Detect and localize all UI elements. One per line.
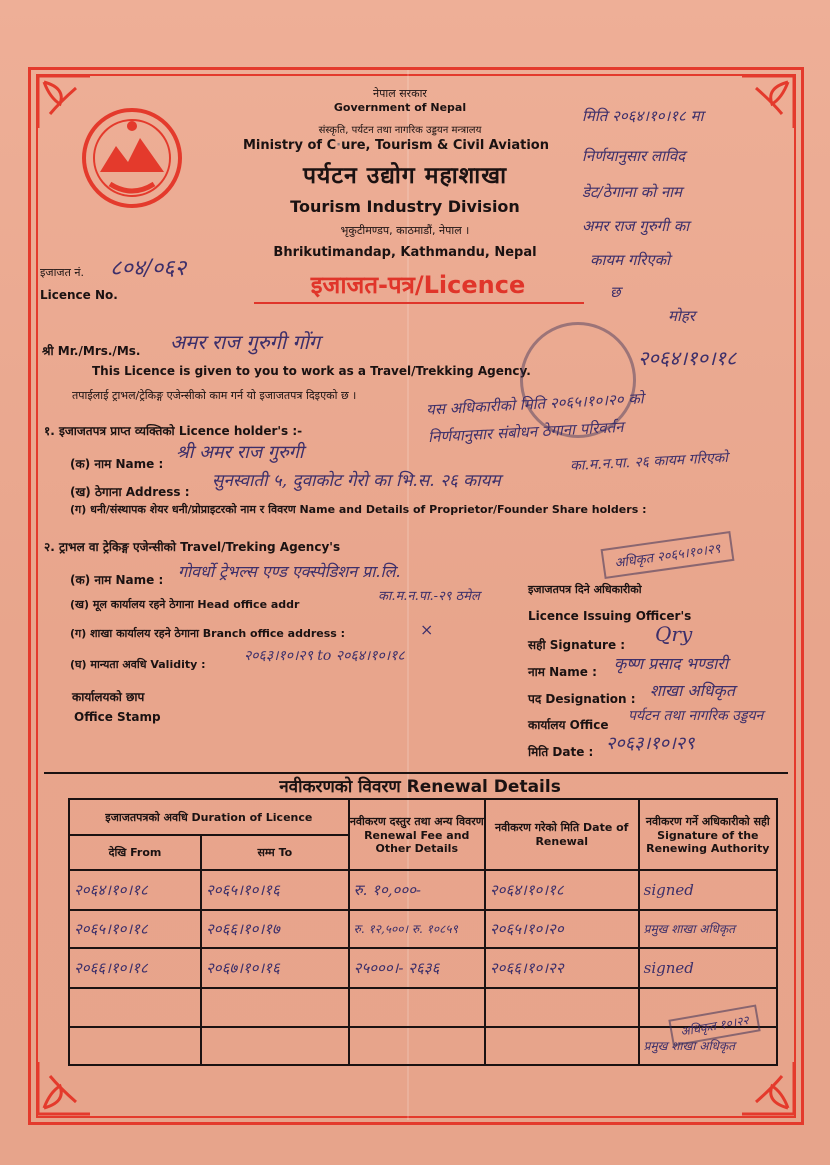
issuer-office-label: कार्यालय Office	[528, 718, 609, 732]
licence-no-label-en: Licence No.	[40, 288, 118, 302]
row-fee	[349, 1027, 485, 1065]
margin-note-line: मोहर	[668, 307, 695, 325]
agency-name-label: (क) नाम Name :	[70, 573, 164, 587]
row-from	[69, 988, 201, 1026]
title-underline	[254, 302, 584, 304]
issuer-designation-label: पद Designation :	[528, 692, 636, 706]
ministry-np: संस्कृति, पर्यटन तथा नागरिक उड्डयन मन्त्रालय	[318, 125, 482, 136]
table-row	[69, 870, 777, 910]
address-np: भृकुटीमण्डप, काठमाडौं, नेपाल ।	[340, 224, 470, 237]
ministry-en: Ministry of C·ure, Tourism & Civil Aviation	[243, 138, 549, 153]
section2-heading: २. ट्राभल वा ट्रेकिङ्ग एजेन्सीको Travel/Treking Agency's	[44, 540, 341, 554]
margin-note-line: अमर राज गुरुगी का	[582, 217, 690, 235]
holder-address-label: (ख) ठेगाना Address :	[70, 485, 190, 499]
row-from: २०६६।१०।१८	[69, 948, 201, 988]
margin-note-line: मिति २०६४।१०।१८ मा	[582, 107, 704, 125]
issuer-office-value: पर्यटन तथा नागरिक उड्डयन	[628, 708, 764, 724]
nepal-govt-np: नेपाल सरकार	[373, 87, 427, 100]
row-date: २०६५।१०।२०	[485, 910, 639, 948]
division-en: Tourism Industry Division	[290, 197, 520, 216]
holder-name-label: श्री Mr./Mrs./Ms.	[42, 344, 141, 358]
row-to: २०६६।१०।१७	[201, 910, 349, 948]
row-sign: signed	[639, 948, 777, 988]
division-np: पर्यटन उद्योग महाशाखा	[302, 163, 508, 189]
agency-name-value: गोवर्धो ट्रेभल्स एण्ड एक्स्पेडिशन प्रा.लि.	[178, 562, 401, 581]
issuer-heading-en: Licence Issuing Officer's	[528, 609, 692, 623]
holder-address-value: सुनस्वाती ५, दुवाकोट गेरो का भि.स. २६ कायम	[212, 471, 501, 491]
row-from: २०६५।१०।१८	[69, 910, 201, 948]
address-en: Bhrikutimandap, Kathmandu, Nepal	[273, 245, 537, 260]
row-to: २०६७।१०।१६	[201, 948, 349, 988]
row-date: २०६६।१०।२२	[485, 948, 639, 988]
branch-office-label: (ग) शाखा कार्यालय रहने ठेगाना Branch office address :	[70, 627, 346, 640]
col-fee: नवीकरण दस्तुर तथा अन्य विवरण Renewal Fee and Other Details	[349, 799, 485, 870]
margin-note-line: डेट/ठेगाना को नाम	[582, 183, 683, 201]
issuer-signature-label: सही Signature :	[528, 638, 626, 652]
margin-note-line: निर्णयानुसार लाविद	[582, 147, 686, 165]
corner-ornament-top-right	[740, 74, 796, 130]
corner-ornament-bottom-left	[36, 1060, 92, 1116]
office-stamp-label-en: Office Stamp	[74, 710, 161, 724]
intro-en: This Licence is given to you to work as a Travel/Trekking Agency.	[92, 364, 531, 378]
issuer-signature: Qry	[655, 622, 693, 646]
licence-no-label-np: इजाजत नं.	[40, 266, 84, 279]
issuer-date-value: २०६३।१०।२९	[606, 733, 695, 754]
issuer-date-label: मिति Date :	[528, 745, 594, 759]
office-stamp-label-np: कार्यालयको छाप	[72, 690, 145, 704]
government-emblem	[80, 106, 184, 210]
holder-name-field-label: (क) नाम Name :	[70, 457, 164, 471]
margin-note-line: यस अधिकारीको मिति २०६५।१०।२० को	[425, 389, 645, 419]
row-fee	[349, 988, 485, 1026]
col-from: देखि From	[69, 835, 201, 869]
row-from: २०६४।१०।१८	[69, 870, 201, 910]
row-date: २०६४।१०।१८	[485, 870, 639, 910]
row-to: २०६५।१०।१६	[201, 870, 349, 910]
authorised-stamp-1: अधिकृत २०६५।१०।२९	[601, 531, 735, 579]
table-row	[69, 910, 777, 948]
col-to: सम्म To	[201, 835, 349, 869]
row-sign: signed	[639, 870, 777, 910]
row-to	[201, 988, 349, 1026]
margin-note-line: २०६४।१०।१८	[638, 346, 737, 370]
margin-note-line: निर्णयानुसार संबोधन ठेगाना परिवर्तन	[427, 417, 624, 447]
head-office-label: (ख) मूल कार्यालय रहने ठेगाना Head office addr	[70, 598, 300, 611]
row-to	[201, 1027, 349, 1065]
row-date	[485, 988, 639, 1026]
validity-label: (घ) मान्यता अवधि Validity :	[70, 658, 206, 671]
margin-note-line: कायम गरिएको	[590, 251, 671, 269]
row-sign: प्रमुख शाखा अधिकृत	[639, 910, 777, 948]
head-office-value: का.म.न.पा.-२९ ठमेल	[378, 589, 480, 604]
nepal-govt-en: Government of Nepal	[333, 101, 467, 114]
licence-no-value: ८०४/०६२	[110, 256, 187, 281]
row-fee: रु. १०,०००-	[349, 870, 485, 910]
row-date	[485, 1027, 639, 1065]
row-sign: प्रमुख शाखा अधिकृत	[639, 1027, 777, 1065]
row-fee: २५०००।- २६३६	[349, 948, 485, 988]
row-from	[69, 1027, 201, 1065]
issuer-name-value: कृष्ण प्रसाद भण्डारी	[614, 654, 728, 673]
row-fee: रु. १२,५००। रु. १०८५९	[349, 910, 485, 948]
validity-value: २०६३।१०।२९ to २०६४।१०।१८	[244, 648, 405, 664]
corner-ornament-bottom-right	[740, 1060, 796, 1116]
holder-name-field-value: श्री अमर राज गुरुगी	[176, 442, 304, 463]
issuer-heading-np: इजाजतपत्र दिने अधिकारीको	[528, 583, 642, 596]
col-sign: नवीकरण गर्ने अधिकारीको सही Signature of the Renewing Authority	[639, 799, 777, 870]
authorised-stamp-2: अधिकृत १०।२२	[668, 1004, 760, 1046]
intro-np: तपाईलाई ट्राभल/ट्रेकिङ्ग एजेन्सीको काम गर्न यो इजाजतपत्र दिइएको छ ।	[72, 389, 357, 402]
document-title: इजाजत-पत्र/Licence	[310, 271, 526, 299]
issuer-name-label: नाम Name :	[528, 665, 597, 679]
proprietor-label: (ग) धनी/संस्थापक शेयर धनी/प्रोप्राइटरको नाम र विवरण Name and Details of Proprietor/Founder Share holders :	[70, 503, 647, 516]
renewal-title: नवीकरणको विवरण Renewal Details	[279, 777, 561, 797]
branch-office-value: ×	[420, 620, 434, 639]
col-duration: इजाजतपत्रको अवधि Duration of Licence	[69, 799, 349, 835]
margin-note-line: छ	[610, 283, 621, 301]
margin-note-line: का.म.न.पा. २६ कायम गरिएको	[569, 449, 729, 475]
section1-heading: १. इजाजतपत्र प्राप्त व्यक्तिको Licence holder's :-	[44, 424, 303, 438]
col-date: नवीकरण गरेको मिति Date of Renewal	[485, 799, 639, 870]
holder-name-value: अमर राज गुरुगी गोंग	[170, 330, 321, 354]
table-row	[69, 948, 777, 988]
issuer-designation-value: शाखा अधिकृत	[650, 681, 735, 700]
